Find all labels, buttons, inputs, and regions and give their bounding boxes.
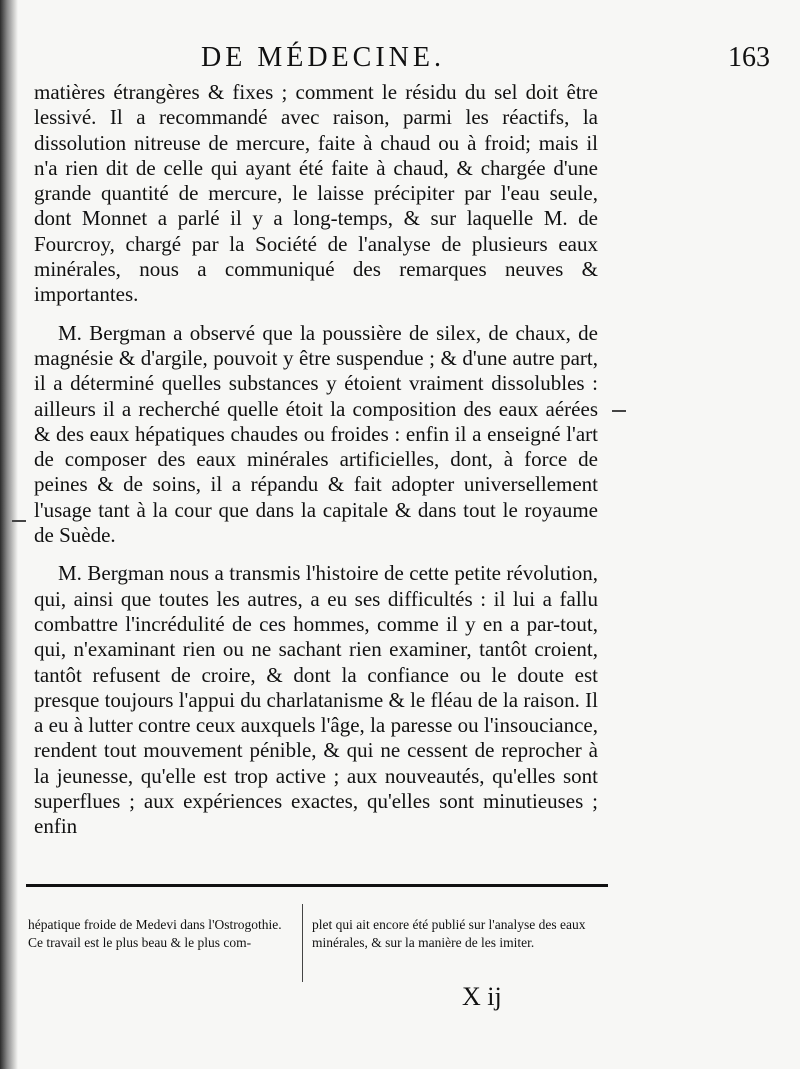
footnote-column-divider (302, 904, 303, 982)
margin-mark (12, 520, 26, 522)
paragraph-1: matières étrangères & fixes ; comment le résidu du sel doit être lessivé. Il a recommandé avec raison, parmi les réactifs, la dissolution nitreuse de mercure, faite à chaud ou à froid; mais il n'a rien dit de celle qui ayant été faite à chaud, & chargée d'une grande quantité de mercure, le laisse précipiter par l'eau seule, dont Monnet a parlé il y a long-temps, & sur laquelle M. de Fourcroy, chargé par la Société de l'analyse de plusieurs eaux minérales, nous a communiqué des remarques neuves & importantes. (34, 80, 598, 307)
paragraph-3: M. Bergman nous a transmis l'histoire de cette petite révolution, qui, ainsi que toutes les autres, a eu ses difficultés : il lui a fallu combattre l'incrédulité de ces hommes, comme il y en a par-tout, qui, n'examinant rien ou ne sachant rien examiner, tantôt croient, tantôt refusent de croire, & dont la confiance ou le doute est presque toujours l'appui du charlatanisme & le fléau de la raison. Il a eu à lutter contre ceux auxquels l'âge, la paresse ou l'insouciance, rendent tout mouvement pénible, & qui ne cessent de reprocher à la jeunesse, qu'elle est trop active ; aux nouveautés, qu'elles sont superflues ; aux expériences exactes, qu'elles sont minutieuses ; enfin (34, 561, 598, 839)
margin-mark (612, 410, 626, 412)
page-header (36, 42, 770, 82)
printer-signature-mark: X ij (462, 982, 502, 1011)
page-number: 163 (728, 42, 770, 73)
footnote-left-column: hépatique froide de Medevi dans l'Ostrogothie. Ce travail est le plus beau & le plus com- (28, 917, 282, 950)
footnote-right-column: plet qui ait encore été publié sur l'analyse des eaux minérales, & sur la manière de les imiter. (312, 917, 586, 950)
footnote-separator-rule (26, 884, 608, 887)
running-head: DE MÉDECINE. (201, 42, 445, 73)
main-text-block (34, 80, 598, 853)
page-gutter-shadow (0, 0, 18, 1069)
paragraph-2: M. Bergman a observé que la poussière de silex, de chaux, de magnésie & d'argile, pouvoit y être suspendue ; & d'une autre part, il a déterminé quelles substances y étoient vraiment dissolubles : ailleurs il a recherché quelle étoit la composition des eaux aérées & des eaux hépatiques chaudes ou froides : enfin il a enseigné l'art de composer des eaux minérales artificielles, dont, à force de peines & de soins, il a répandu & fait adopter universellement l'usage tant à la cour que dans la capitale & dans tout le royaume de Suède. (34, 320, 598, 548)
